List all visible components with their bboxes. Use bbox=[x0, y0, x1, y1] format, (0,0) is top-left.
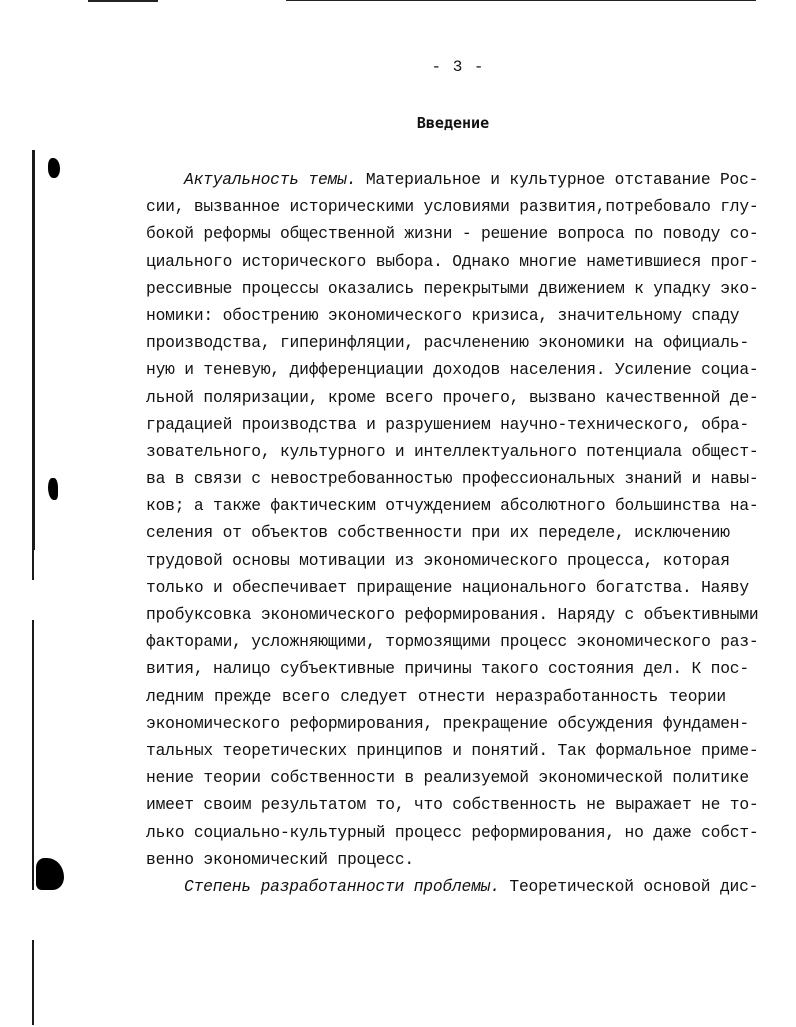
paragraph-lead: Актуальность темы. bbox=[184, 170, 357, 189]
scan-binding-mark bbox=[36, 858, 64, 890]
text-line: экономического реформирования, прекращение обсуждения фундамен- bbox=[146, 713, 749, 733]
scan-left-margin-line bbox=[32, 940, 34, 1025]
text-line: ледним прежде всего следует отнести неразработанность теории bbox=[146, 686, 726, 706]
text-line: производства, гиперинфляции, расчленению экономики на официаль- bbox=[146, 333, 749, 353]
scan-left-margin-line bbox=[32, 150, 35, 550]
scan-left-margin-line bbox=[32, 520, 34, 580]
text-line: имеет своим результатом то, что собственность не выражает не то- bbox=[146, 795, 759, 815]
text-line: селения от объектов собственности при их переделе, исключению bbox=[146, 523, 730, 543]
text-line: факторами, усложняющими, тормозящими процесс экономического раз- bbox=[146, 632, 759, 652]
text-line: вития, налицо субъективные причины такого состояния дел. К пос- bbox=[146, 659, 749, 679]
scan-top-edge bbox=[286, 0, 756, 1]
page-number: - 3 - bbox=[431, 58, 485, 76]
text-line: бокой реформы общественной жизни - решение вопроса по поводу со- bbox=[146, 224, 759, 244]
text-line: льной поляризации, кроме всего прочего, вызвано качественной де- bbox=[146, 387, 759, 407]
scan-binding-mark bbox=[48, 158, 60, 178]
paragraph-lead: Степень разработанности проблемы. bbox=[184, 876, 500, 896]
text-line: градацией производства и разрушением научно-технического, обра- bbox=[146, 414, 749, 434]
text-line: циального исторического выбора. Однако многие наметившиеся прог- bbox=[146, 251, 759, 271]
paragraph-text: Материальное и культурное отставание Рос- bbox=[356, 170, 759, 189]
text-line: ную и теневую, дифференциации доходов населения. Усиление социа- bbox=[146, 360, 759, 380]
body-text bbox=[146, 166, 759, 900]
scan-left-margin-line bbox=[32, 620, 34, 890]
paragraph-first-line bbox=[146, 166, 759, 193]
text-line: тальных теоретических принципов и понятий. Так формальное приме- bbox=[146, 740, 759, 760]
text-line: номики: обострению экономического кризиса, значительному спаду bbox=[146, 305, 740, 325]
section-title: Введение bbox=[416, 114, 490, 132]
paragraph-first-line bbox=[146, 873, 759, 900]
text-line: ков; а также фактическим отчуждением абсолютного большинства на- bbox=[146, 496, 759, 516]
text-line: пробуксовка экономического реформирования. Наряду с объективными bbox=[146, 605, 759, 624]
scan-binding-mark bbox=[48, 478, 58, 500]
text-line: ва в связи с невостребованностью профессиональных знаний и навы- bbox=[146, 469, 759, 489]
paragraph-text: Теоретической основой дис- bbox=[499, 876, 759, 896]
scan-top-edge bbox=[88, 0, 158, 2]
text-line: лько социально-культурный процесс реформирования, но даже собст- bbox=[146, 822, 759, 842]
text-line: только и обеспечивает приращение национального богатства. Наяву bbox=[146, 577, 749, 597]
text-line: сии, вызванное историческими условиями развития,потребовало глу- bbox=[146, 197, 759, 217]
text-line: зовательного, культурного и интеллектуального потенциала общест- bbox=[146, 441, 759, 461]
text-line: нение теории собственности в реализуемой экономической политике bbox=[146, 768, 749, 788]
text-line: трудовой основы мотивации из экономического процесса, которая bbox=[146, 550, 730, 570]
text-line: рессивные процессы оказались перекрытыми движением к упадку эко- bbox=[146, 278, 759, 298]
text-line: венно экономический процесс. bbox=[146, 849, 414, 869]
